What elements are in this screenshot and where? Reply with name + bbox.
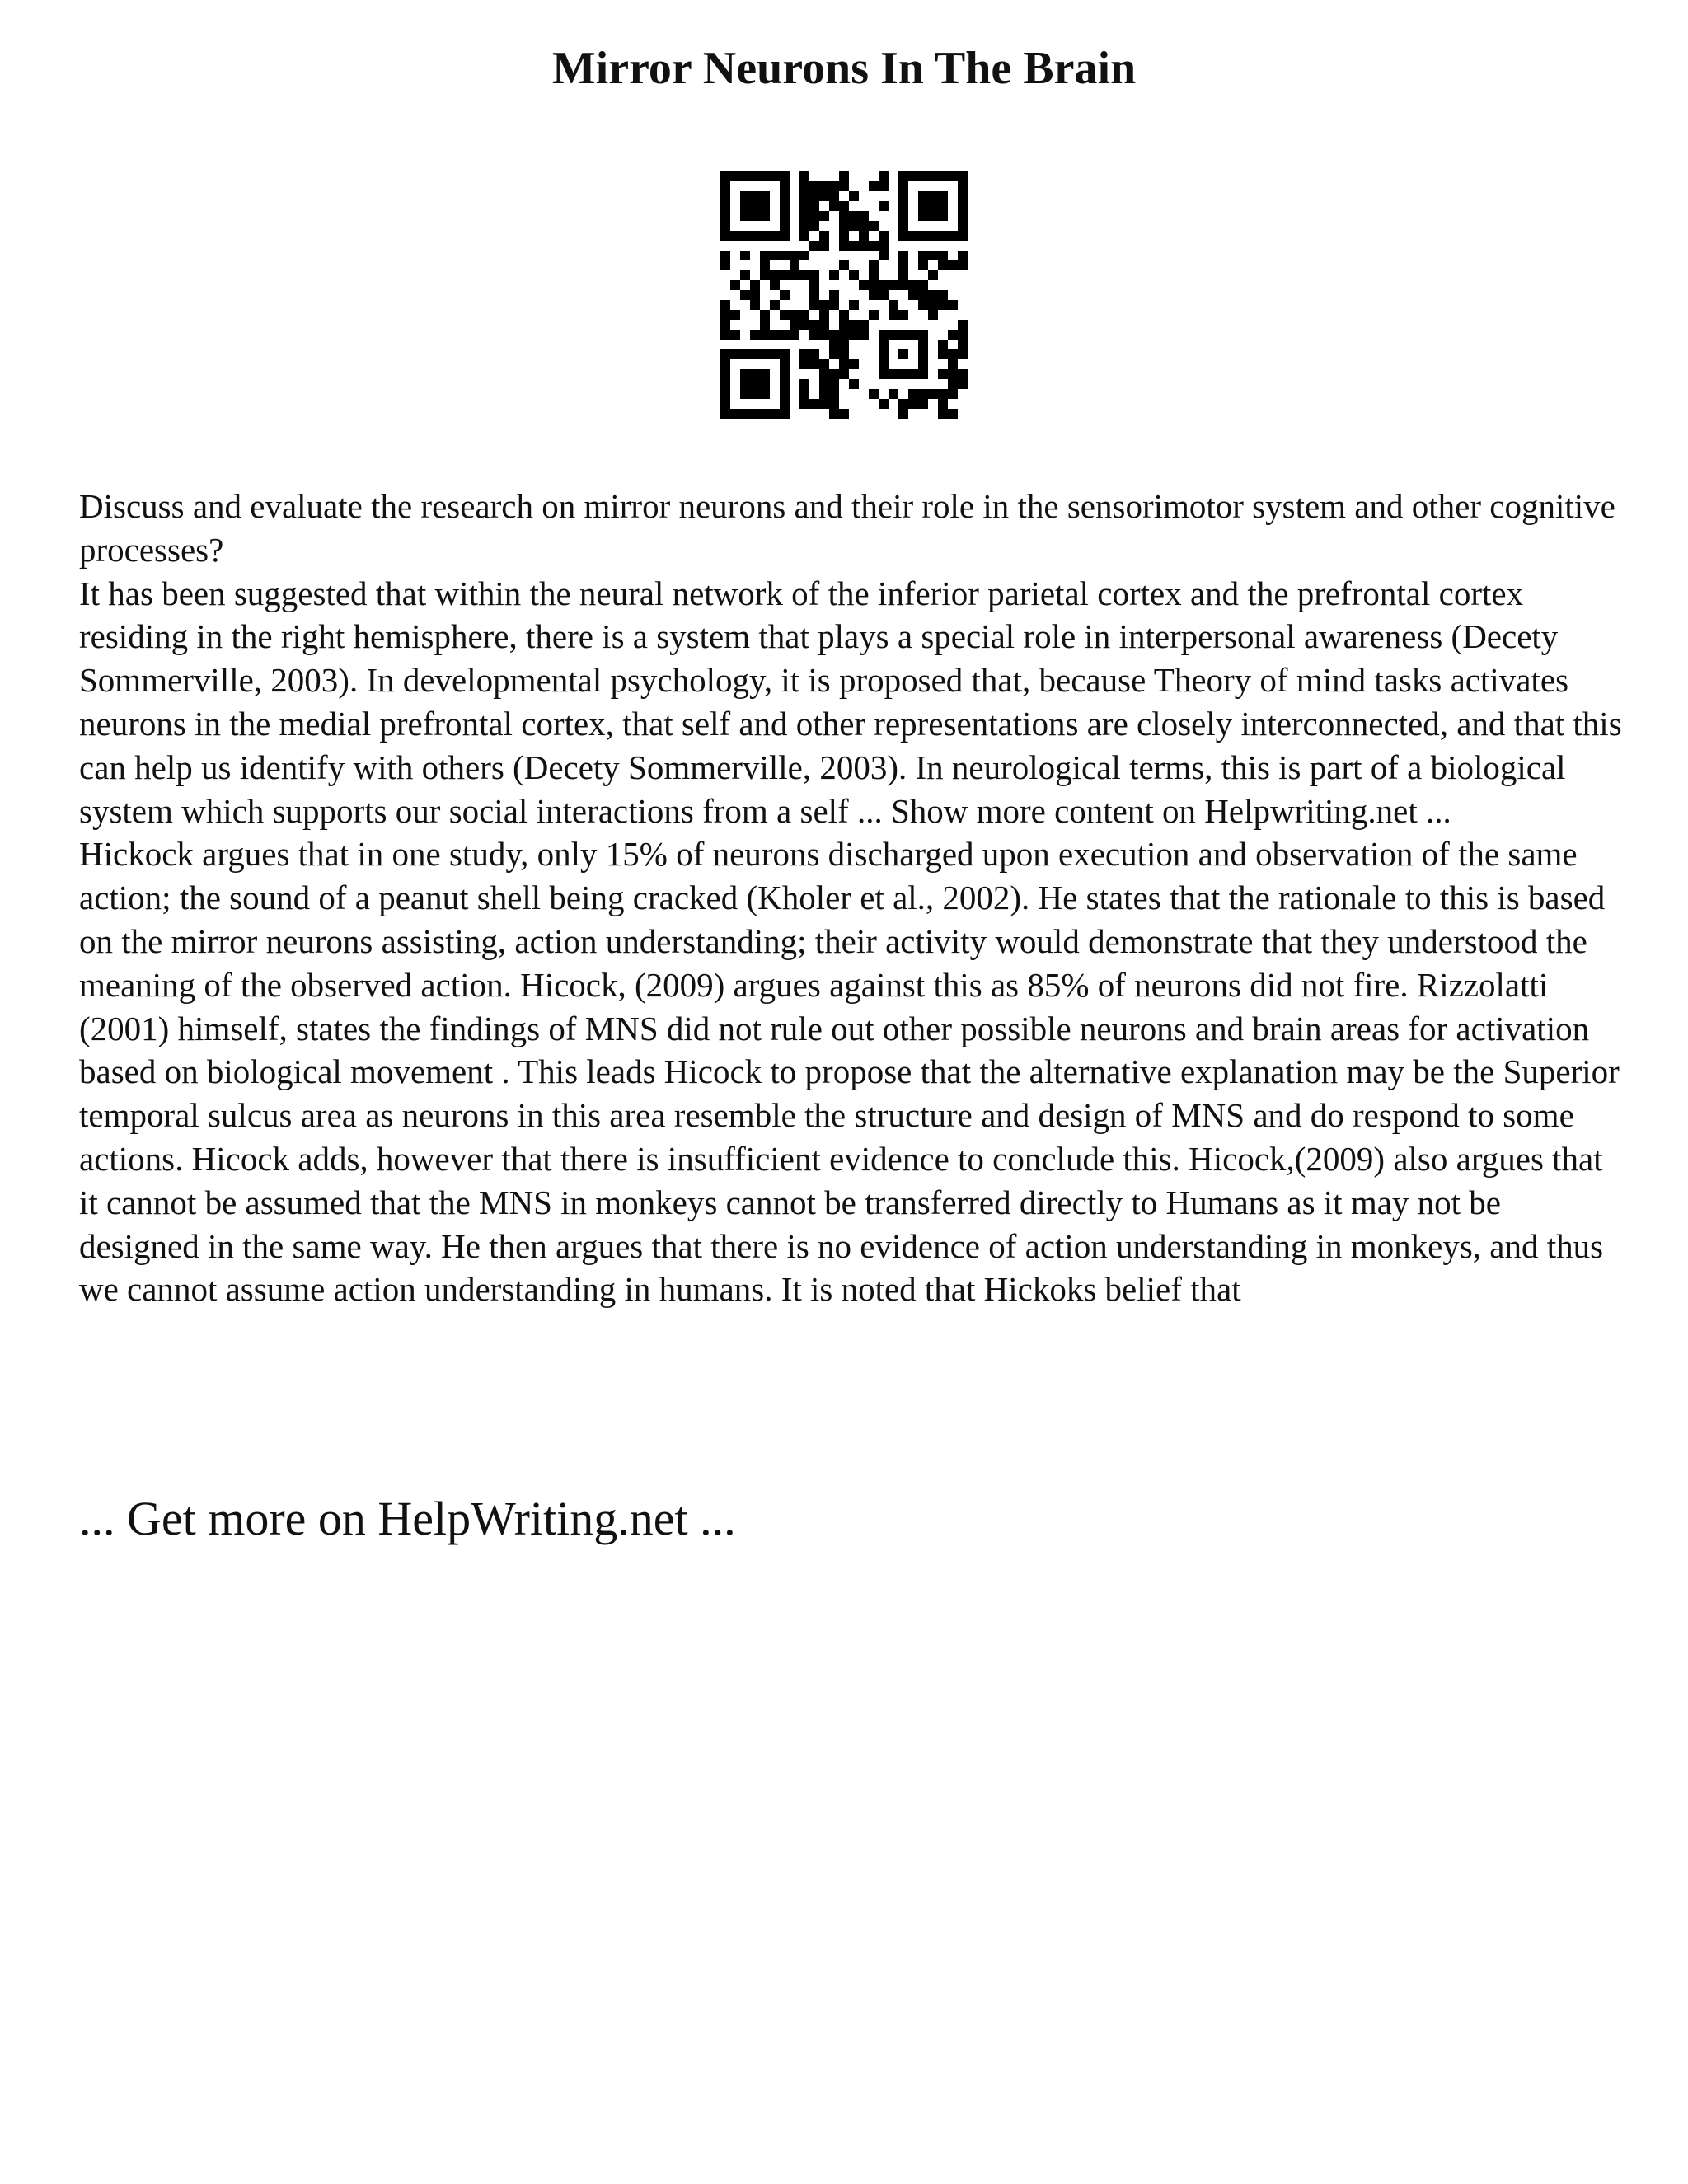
paragraph-hickock: Hickock argues that in one study, only 15% of neurons discharged upon execution and observation of the same action; the sound of a peanut shell being cracked (Kholer et al., 2002). He states that the rationale to this is based on the mirror neurons assisting, action understanding; their activity would demonstrate that they understood the meaning of the observed action. Hicock, (2009) argues against this as 85% of neurons did not fire. Rizzolatti (2001) himself, states the findings of MNS did not rule out other possible neurons and brain areas for activation based on biological movement . This leads Hicock to propose that the alternative explanation may be the Superior temporal sulcus area as neurons in this area resemble the structure and design of MNS and do respond to some actions. Hicock adds, however that there is insufficient evidence to conclude this. Hicock,(2009) also argues that it cannot be assumed that the MNS in monkeys cannot be transferred directly to Humans as it may not be designed in the same way. He then argues that there is no evidence of action understanding in monkeys, and thus we cannot assume action understanding in humans. It is noted that Hickoks belief that (79, 835, 1620, 1309)
paragraph-question: Discuss and evaluate the research on mirror neurons and their role in the sensorimotor system and other cognitive processes? (79, 487, 1615, 569)
document-title: Mirror Neurons In The Brain (551, 43, 1137, 94)
paragraph-intro: It has been suggested that within the neural network of the inferior parietal cortex and the prefrontal cortex residing in the right hemisphere, there is a system that plays a special role in interpersonal awareness (Decety Sommerville, 2003). In developmental psychology, it is proposed that, because Theory of mind tasks activates neurons in the medial prefrontal cortex, that self and other representations are closely interconnected, and that this can help us identify with others (Decety Sommerville, 2003). In neurological terms, this is part of a biological system which supports our social interactions from a self ... Show more content on Helpwriting.net ... (79, 574, 1622, 830)
document-body (79, 485, 1629, 1311)
qr-code-icon (720, 171, 968, 419)
get-more-link[interactable]: ... Get more on HelpWriting.net ... (79, 1492, 736, 1545)
